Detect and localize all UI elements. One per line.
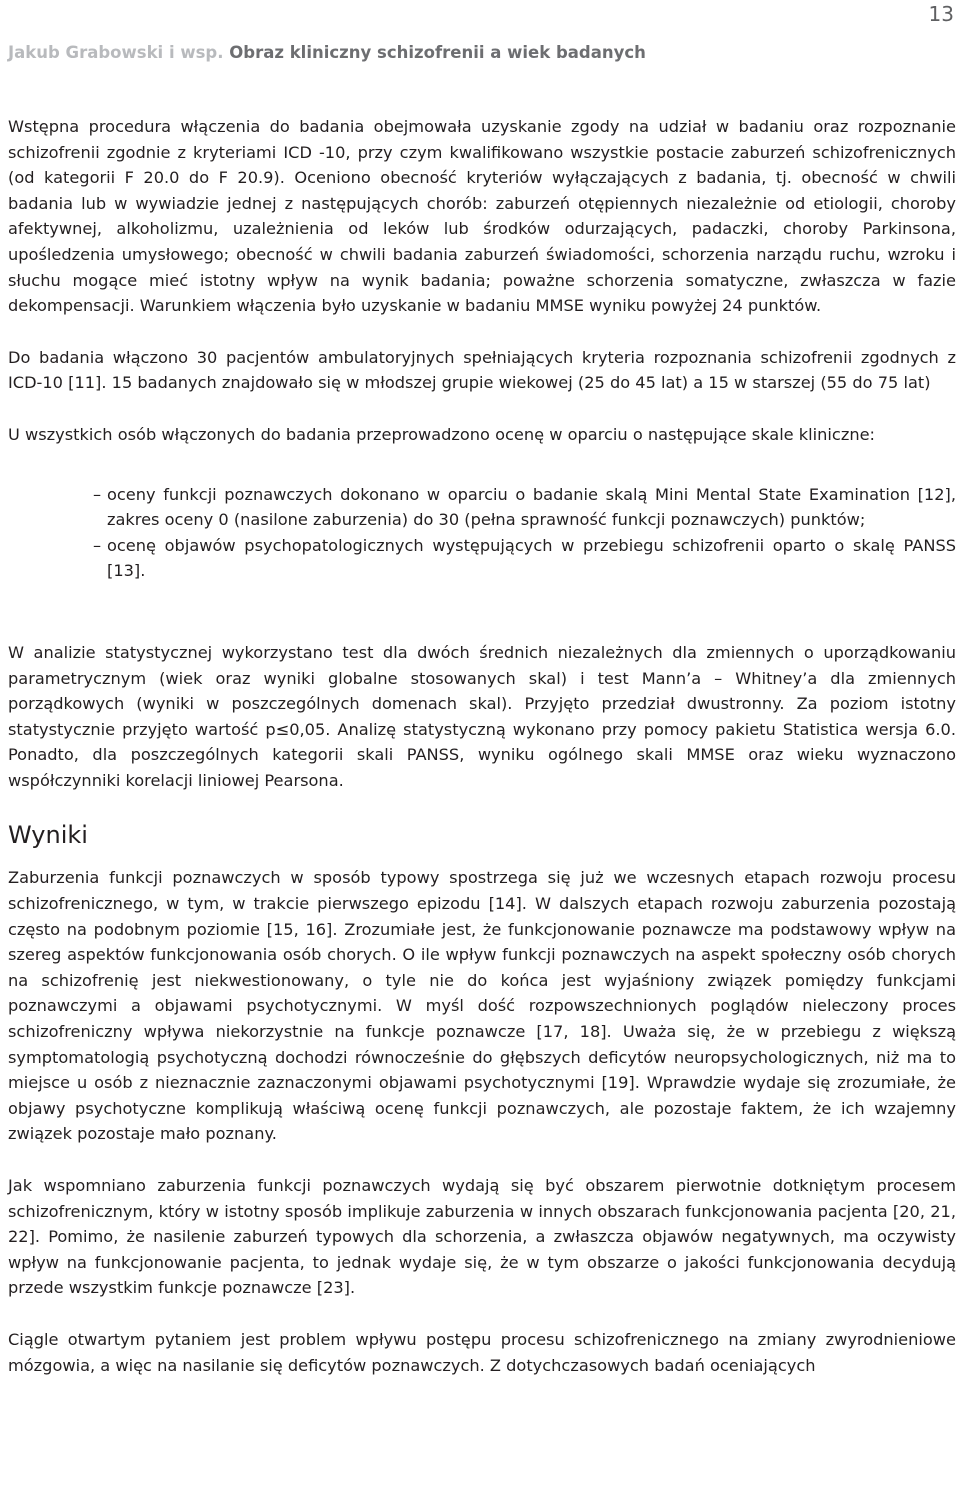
paragraph-study-group: Do badania włączono 30 pacjentów ambulatoryjnych spełniających kryteria rozpoznania schizofrenii zgodnych z ICD-10 [11]. 15 badanych znajdowało się w młodszej grupie wiekowej (25 do 45 lat) a 15 w starszej (55 do 75 lat) <box>8 347 956 393</box>
paragraph-inclusion-procedure: Wstępna procedura włączenia do badania obejmowała uzyskanie zgody na udział w badaniu oraz rozpoznanie schizofrenii zgodnie z kryteriami ICD -10, przy czym kwalifikowano wszystkie postacie zaburzeń schizofrenicznych (od kategorii F 20.0 do F 20.9). Oceniono obecność kryteriów wyłączających z badania, tj. obecność w chwili badania lub w wywiadzie jednej z następujących chorób: zaburzeń otępiennych niezależnie od etiologii, choroby afektywnej, alkoholizmu, uzależnienia od leków lub środków odurzających, padaczki, choroby Parkinsona, upośledzenia umysłowego; obecność w chwili badania zaburzeń świadomości, schorzenia narządu ruchu, wzroku i słuchu mogące mieć istotny wpływ na wynik badania; poważne schorzenia somatyczne, zwłaszcza w fazie dekompensacji. Warunkiem włączenia było uzyskanie w badaniu MMSE wyniku powyżej 24 punktów. <box>8 117 956 316</box>
list-item-text: ocenę objawów psychopatologicznych występujących w przebiegu schizofrenii oparto o skalę PANSS [13]. <box>107 535 956 581</box>
paragraph-results-1: Zaburzenia funkcji poznawczych w sposób typowy spostrzega się już we wczesnych etapach rozwoju procesu schizofrenicznego, w tym, w trakcie pierwszego epizodu [14]. W dalszych etapach rozwoju zaburzenia pozostają często na podobnym poziomie [15, 16]. Zrozumiałe jest, że funkcjonowanie poznawcze ma podstawowy wpływ na szereg aspektów funkcjonowania osób chorych. O ile wpływ funkcji poznawczych na aspekt społeczny osób chorych na schizofrenię jest niekwestionowany, o tyle nie do końca jest wyjaśniony związek pomiędzy funkcjami poznawczymi a objawami psychotycznymi. W myśl dość rozpowszechnionych poglądów nieleczony proces schizofreniczny wpływa niekorzystnie na funkcje poznawcze [17, 18]. Uważa się, że w przebiegu z większą symptomatologią psychotyczną dochodzi równocześnie do głębszych deficytów neuropsychologicznych, niż ma to miejsce u osób z nieznacznie zaznaczonymi objawami psychotycznymi [19]. Wprawdzie wydaje się zrozumiałe, że objawy psychotyczne komplikują właściwą ocenę funkcji poznawczych, ale pozostaje faktem, że ich wzajemny związek pozostaje mało poznany. <box>8 868 956 1144</box>
section-heading-results: Wyniki <box>8 821 88 850</box>
dash-bullet: – <box>93 535 102 555</box>
paragraph-statistical-analysis: W analizie statystycznej wykorzystano test dla dwóch średnich niezależnych dla zmiennych o uporządkowaniu parametrycznym (wiek oraz wyniki globalne stosowanych skal) i test Mann’a – Whitney’a dla zmiennych porządkowych (wyniki w poszczególnych domenach skal). Przyjęto przedział dwustronny. Za poziom istotny statystycznie przyjęto wartość p≤0,05. Analizę statystyczną wykonano przy pomocy pakietu Statistica wersja 6.0. Ponadto, dla poszczególnych kategorii skali PANSS, wyniku ogólnego skali MMSE oraz wieku wyznaczono współczynniki korelacji liniowej Pearsona. <box>8 642 956 790</box>
page-number: 13 <box>928 2 954 26</box>
dash-bullet: – <box>93 484 102 504</box>
list-item <box>8 533 956 584</box>
paragraph-clinical-scales: U wszystkich osób włączonych do badania przeprowadzono ocenę w oparciu o następujące skale kliniczne: <box>8 424 875 444</box>
scales-list <box>8 482 956 584</box>
header-authors: Jakub Grabowski i wsp. <box>8 43 224 62</box>
paragraph-results-2: Jak wspomniano zaburzenia funkcji poznawczych wydają się być obszarem pierwotnie dotkniętym procesem schizofrenicznym, który w istotny sposób implikuje zaburzenia w innych obszarach funkcjonowania pacjenta [20, 21, 22]. Pomimo, że nasilenie zaburzeń typowych dla schorzenia, a zwłaszcza objawów negatywnych, ma oczywisty wpływ na funkcjonowanie pacjenta, to jednak wydaje się, że w tym obszarze o jakości funkcjonowania decydują przede wszystkim funkcje poznawcze [23]. <box>8 1176 956 1298</box>
paragraph-results-3: Ciągle otwartym pytaniem jest problem wpływu postępu procesu schizofrenicznego na zmiany zwyrodnieniowe mózgowia, a więc na nasilanie się deficytów poznawczych. Z dotychczasowych badań oceniających <box>8 1329 956 1375</box>
article-body <box>8 114 956 1378</box>
list-item-text: oceny funkcji poznawczych dokonano w oparciu o badanie skalą Mini Mental State Examination [12], zakres oceny 0 (nasilone zaburzenia) do 30 (pełna sprawność funkcji poznawczych) punktów; <box>107 484 956 530</box>
list-item <box>8 482 956 533</box>
running-header <box>8 43 646 62</box>
header-title: Obraz kliniczny schizofrenii a wiek badanych <box>229 43 646 62</box>
